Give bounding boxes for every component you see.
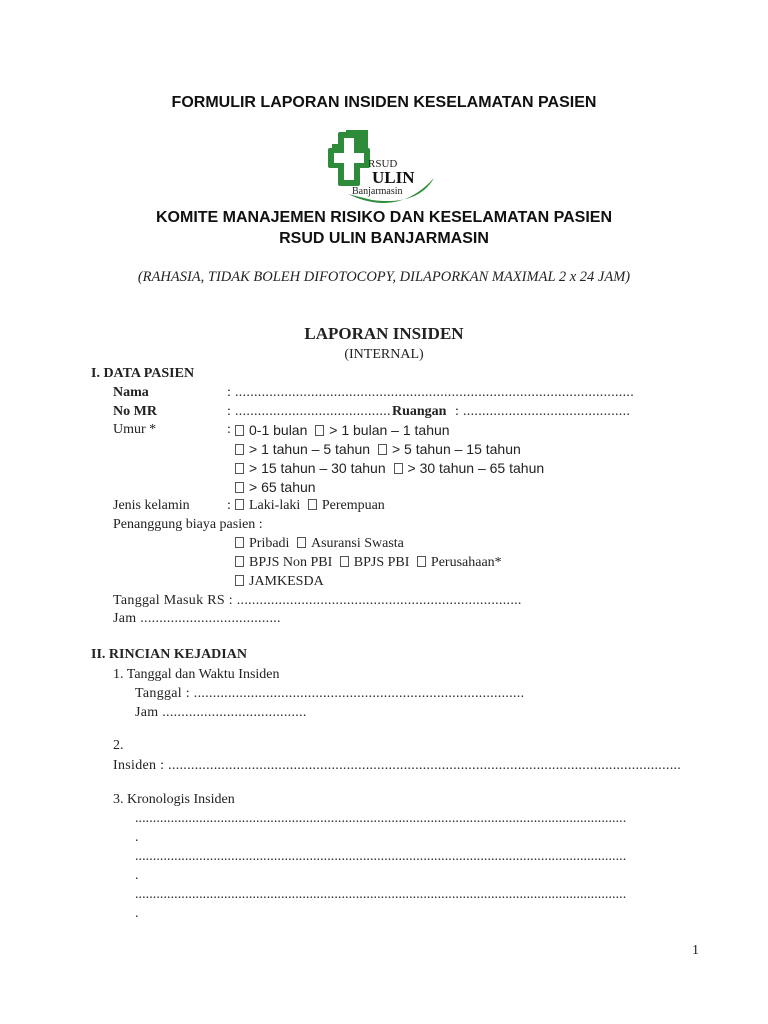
checkbox[interactable] [417,556,426,567]
jenis-kelamin-label: Jenis kelamin [113,498,190,513]
umur-label: Umur * [113,422,157,437]
umur-option: > 30 tahun – 65 tahun [407,460,545,476]
umur-option: > 1 bulan – 1 tahun [329,422,450,438]
kronologis-line-end: . [135,906,139,921]
umur-option: > 15 tahun – 30 tahun [249,460,386,476]
jam-insiden-field[interactable]: Jam ...................................... [135,705,307,720]
umur-option: 0-1 bulan [249,422,308,438]
checkbox[interactable] [235,463,244,474]
report-title: LAPORAN INSIDEN [304,324,464,343]
item-2-label: 2. [113,738,124,753]
confidential-notice: (RAHASIA, TIDAK BOLEH DIFOTOCOPY, DILAPORKAN MAXIMAL 2 x 24 JAM) [137,269,631,285]
ruangan-label: Ruangan [392,404,447,419]
kronologis-line-end: . [135,868,139,883]
logo-text-3: Banjarmasin [352,186,403,197]
nama-label: Nama [113,385,149,400]
item-1-label: 1. Tanggal dan Waktu Insiden [113,667,280,682]
section-1-heading: I. DATA PASIEN [91,366,195,381]
biaya-option-row-2 [235,554,502,572]
ruangan-field[interactable]: : ............................................ [455,404,631,419]
checkbox[interactable] [394,463,403,474]
jk-option: Laki-laki [249,498,301,513]
checkbox[interactable] [378,444,387,455]
checkbox[interactable] [235,575,244,586]
checkbox[interactable] [235,482,244,493]
report-subtitle: (INTERNAL) [344,347,424,362]
jenis-kelamin-options [235,497,385,515]
jk-option: Perempuan [321,498,385,513]
checkbox[interactable] [308,499,317,510]
kronologis-line[interactable]: .......................................................................................................................................... [135,849,627,864]
biaya-label: Penanggung biaya pasien : [113,517,263,532]
biaya-option: Pribadi [249,536,290,551]
tanggal-insiden-field[interactable]: Tanggal : ....................................................................................... [135,686,525,701]
nomr-label: No MR [113,404,157,419]
umur-option-row-3 [235,459,544,477]
committee-line-2: RSUD ULIN BANJARMASIN [279,230,489,247]
checkbox[interactable] [297,537,306,548]
item-3-label: 3. Kronologis Insiden [113,792,235,807]
committee-line-1: KOMITE MANAJEMEN RISIKO DAN KESELAMATAN PASIEN [155,209,612,226]
checkbox[interactable] [235,444,244,455]
insiden-field[interactable]: Insiden : ....................................................................................................................................... [113,758,682,773]
biaya-option-row-3 [235,573,324,591]
jam-masuk-field[interactable]: Jam ..................................... [113,611,281,626]
biaya-option: BPJS PBI [353,555,410,570]
checkbox[interactable] [235,556,244,567]
kronologis-line-end: . [135,830,139,845]
form-title: FORMULIR LAPORAN INSIDEN KESELAMATAN PASIEN [171,94,597,111]
nomr-field[interactable]: : ......................................... [227,404,391,419]
biaya-option: JAMKESDA [249,574,324,589]
page-number: 1 [692,943,699,958]
hospital-logo [328,126,440,206]
checkbox[interactable] [340,556,349,567]
checkbox[interactable] [315,425,324,436]
umur-option: > 1 tahun – 5 tahun [249,441,371,457]
kronologis-line[interactable]: .......................................................................................................................................... [135,887,627,902]
jenis-kelamin-colon: : [227,498,231,513]
tanggal-masuk-field[interactable]: Tanggal Masuk RS : ........................................................................... [113,593,522,608]
umur-option: > 65 tahun [249,479,316,495]
umur-option-row-2 [235,440,521,458]
logo-text-2: ULIN [372,168,415,187]
biaya-option-row-1 [235,535,404,553]
umur-colon: : [227,422,231,437]
checkbox[interactable] [235,425,244,436]
biaya-option: BPJS Non PBI [249,555,333,570]
umur-option-row-4 [235,478,316,496]
biaya-option: Perusahaan* [430,555,502,570]
section-2-heading: II. RINCIAN KEJADIAN [91,647,247,662]
logo-text-1: RSUD [368,158,398,170]
kronologis-line[interactable]: .......................................................................................................................................... [135,811,627,826]
biaya-option: Asuransi Swasta [310,536,404,551]
checkbox[interactable] [235,499,244,510]
umur-option-row-1 [235,421,450,439]
nama-field[interactable]: : ......................................................................................................... [227,385,634,400]
umur-option: > 5 tahun – 15 tahun [391,441,521,457]
checkbox[interactable] [235,537,244,548]
